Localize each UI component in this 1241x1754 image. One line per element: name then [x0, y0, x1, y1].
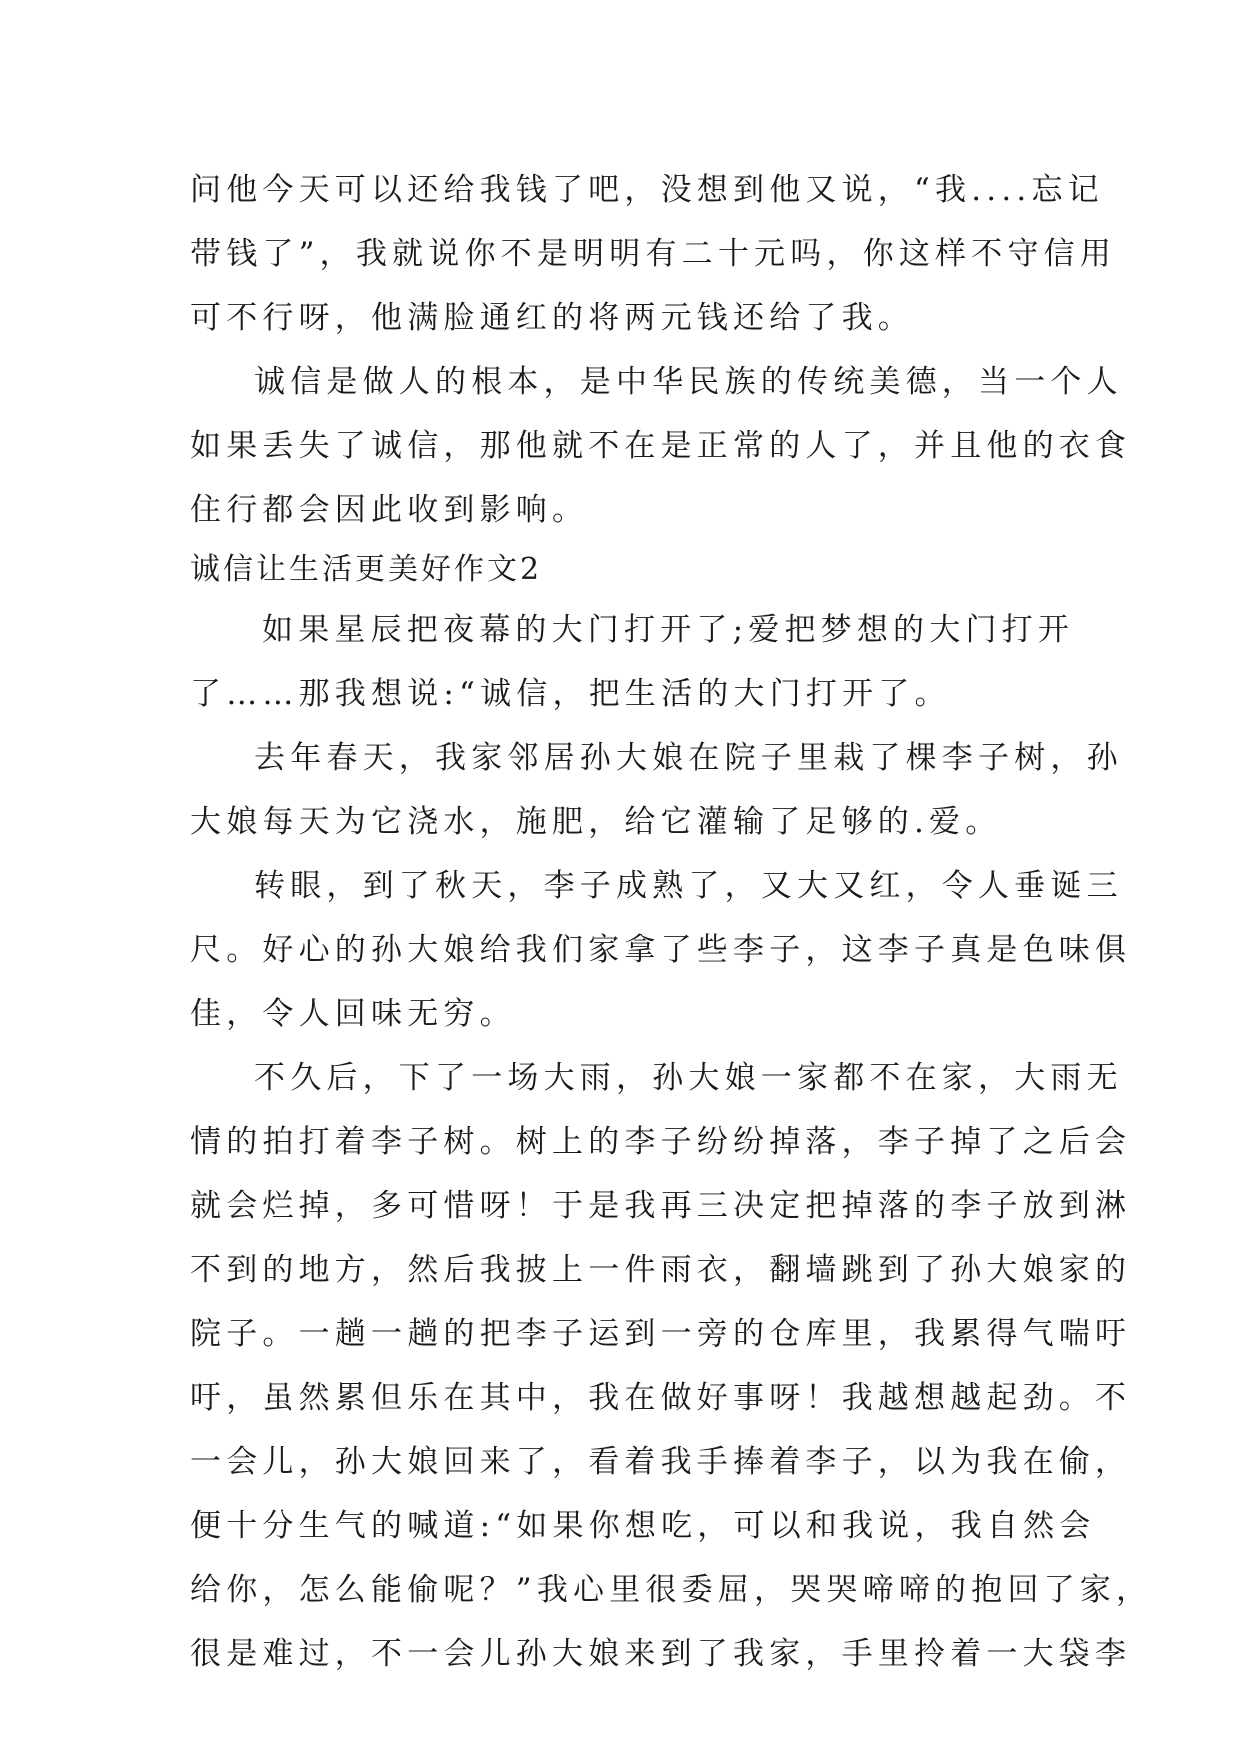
text-line: 便十分生气的喊道:“如果你想吃，可以和我说，我自然会	[190, 1508, 1096, 1544]
text-line: 院子。一趟一趟的把李子运到一旁的仓库里，我累得气喘吁	[190, 1316, 1132, 1352]
paragraph-start: 如果星辰把夜幕的大门打开了;爱把梦想的大门打开	[262, 612, 1075, 648]
text-line: 问他今天可以还给我钱了吧，没想到他又说，“我....忘记	[190, 172, 1104, 208]
section-heading: 诚信让生活更美好作文2	[190, 552, 543, 587]
text-line: 佳，令人回味无穷。	[190, 996, 516, 1032]
text-line: 了……那我想说:“诚信，把生活的大门打开了。	[190, 676, 951, 712]
paragraph-start: 诚信是做人的根本，是中华民族的传统美德，当一个人	[254, 364, 1123, 400]
text-line: 可不行呀，他满脸通红的将两元钱还给了我。	[190, 300, 914, 336]
paragraph-start: 去年春天，我家邻居孙大娘在院子里栽了棵李子树，孙	[254, 740, 1123, 776]
text-line: 不到的地方，然后我披上一件雨衣，翻墙跳到了孙大娘家的	[190, 1252, 1132, 1288]
text-line: 吁，虽然累但乐在其中，我在做好事呀！我越想越起劲。不	[190, 1380, 1132, 1416]
paragraph-start: 不久后，下了一场大雨，孙大娘一家都不在家，大雨无	[254, 1060, 1123, 1096]
text-line: 情的拍打着李子树。树上的李子纷纷掉落，李子掉了之后会	[190, 1124, 1132, 1160]
paragraph-start: 转眼，到了秋天，李子成熟了，又大又红，令人垂诞三	[254, 868, 1123, 904]
text-line: 就会烂掉，多可惜呀！于是我再三决定把掉落的李子放到淋	[190, 1188, 1132, 1224]
document-page	[190, 158, 1153, 1686]
text-line: 住行都会因此收到影响。	[190, 492, 589, 528]
text-line: 如果丢失了诚信，那他就不在是正常的人了，并且他的衣食	[190, 428, 1132, 464]
text-line: 尺。好心的孙大娘给我们家拿了些李子，这李子真是色味俱	[190, 932, 1132, 968]
text-line: 带钱了”，我就说你不是明明有二十元吗，你这样不守信用	[190, 236, 1117, 272]
text-line: 一会儿，孙大娘回来了，看着我手捧着李子，以为我在偷，	[190, 1444, 1132, 1480]
text-line: 大娘每天为它浇水，施肥，给它灌输了足够的.爱。	[190, 804, 1002, 840]
text-line: 给你，怎么能偷呢？”我心里很委屈，哭哭啼啼的抱回了家，	[190, 1572, 1153, 1608]
text-line: 很是难过，不一会儿孙大娘来到了我家，手里拎着一大袋李	[190, 1636, 1132, 1672]
